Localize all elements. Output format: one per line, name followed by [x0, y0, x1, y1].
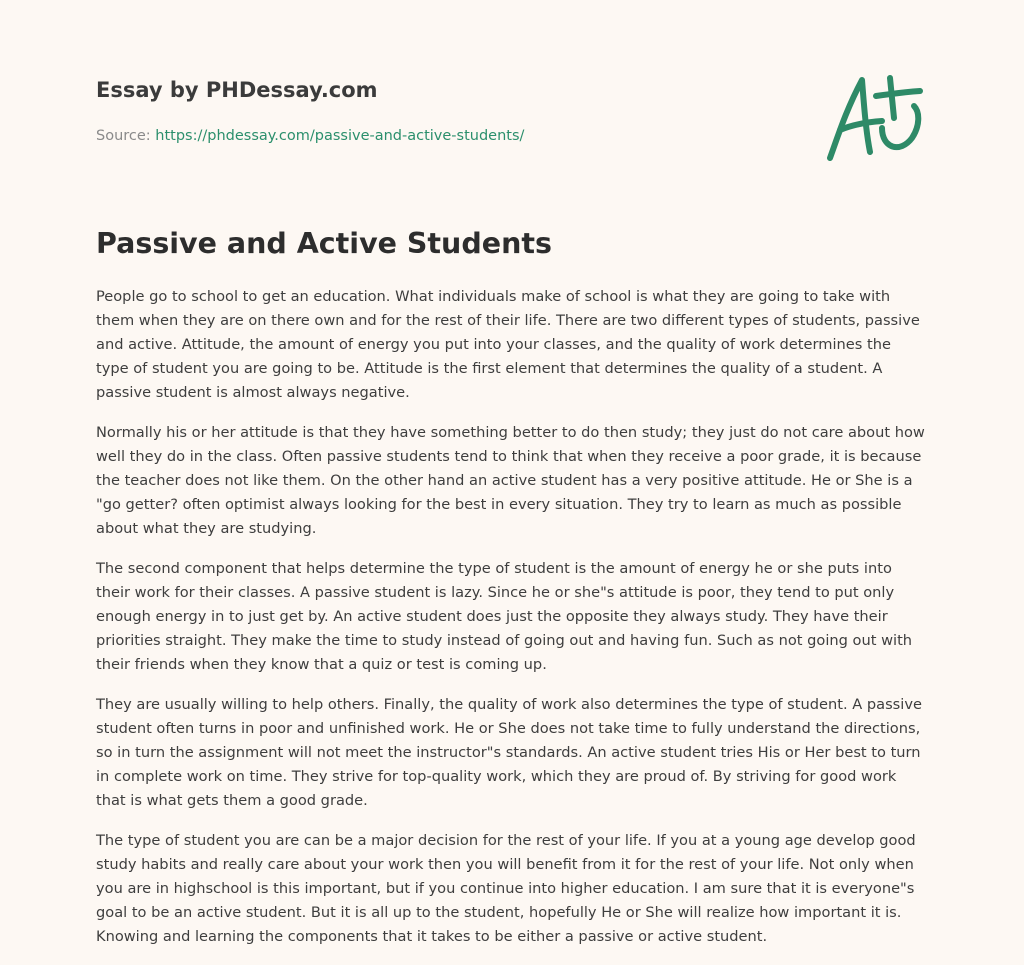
- a-plus-grade-icon: [820, 66, 930, 166]
- paragraph: They are usually willing to help others. Finally, the quality of work also determines the type of student. A passive student often turns in poor and unfinished work. He or She does not take time to fully understand the directions, so in turn the assignment will not meet the instructor"s standards. An active student tries His or Her best to turn in complete work on time. They strive for top-quality work, which they are proud of. By striving for good work that is what gets them a good grade.: [96, 696, 922, 809]
- paragraph: The second component that helps determine the type of student is the amount of energy he or she puts into their work for their classes. A passive student is lazy. Since he or she"s attitude is poor, they tend to put only enough energy in to just get by. An active student does just the opposite they always study. They have their priorities straight. They make the time to study instead of going out and having fun. Such as not going out with their friends when they know that a quiz or test is coming up.: [96, 560, 913, 673]
- paragraph: People go to school to get an education. What individuals make of school is what they are going to take with them when they are on there own and for the rest of their life. There are two different types of students, passive and active. Attitude, the amount of energy you put into your classes, and the quality of work determines the type of student you are going to be. Attitude is the first element that determines the quality of a student. A passive student is almost always negative.: [96, 288, 920, 401]
- paragraph: The type of student you are can be a major decision for the rest of your life. If you at a young age develop good study habits and really care about your work then you will benefit from it for the rest of your life. Not only when you are in highschool is this important, but if you continue into higher education. I am sure that it is everyone"s goal to be an active student. But it is all up to the student, hopefully He or She will realize how important it is. Knowing and learning the components that it takes to be either a passive or active student.: [96, 832, 916, 945]
- source-link[interactable]: https://phdessay.com/passive-and-active-students/: [155, 128, 525, 144]
- source-line: [96, 126, 796, 146]
- essay-header: [96, 76, 796, 146]
- site-brand: Essay by PHDessay.com: [96, 78, 378, 102]
- paragraph: Normally his or her attitude is that they have something better to do then study; they just do not care about how well they do in the class. Often passive students tend to think that when they receive a poor grade, it is because the teacher does not like them. On the other hand an active student has a very positive attitude. He or She is a "go getter? often optimist always looking for the best in every situation. They try to learn as much as possible about what they are studying.: [96, 424, 925, 537]
- essay-title: Passive and Active Students: [96, 227, 552, 260]
- source-label: Source:: [96, 128, 151, 144]
- essay-body: [96, 285, 928, 965]
